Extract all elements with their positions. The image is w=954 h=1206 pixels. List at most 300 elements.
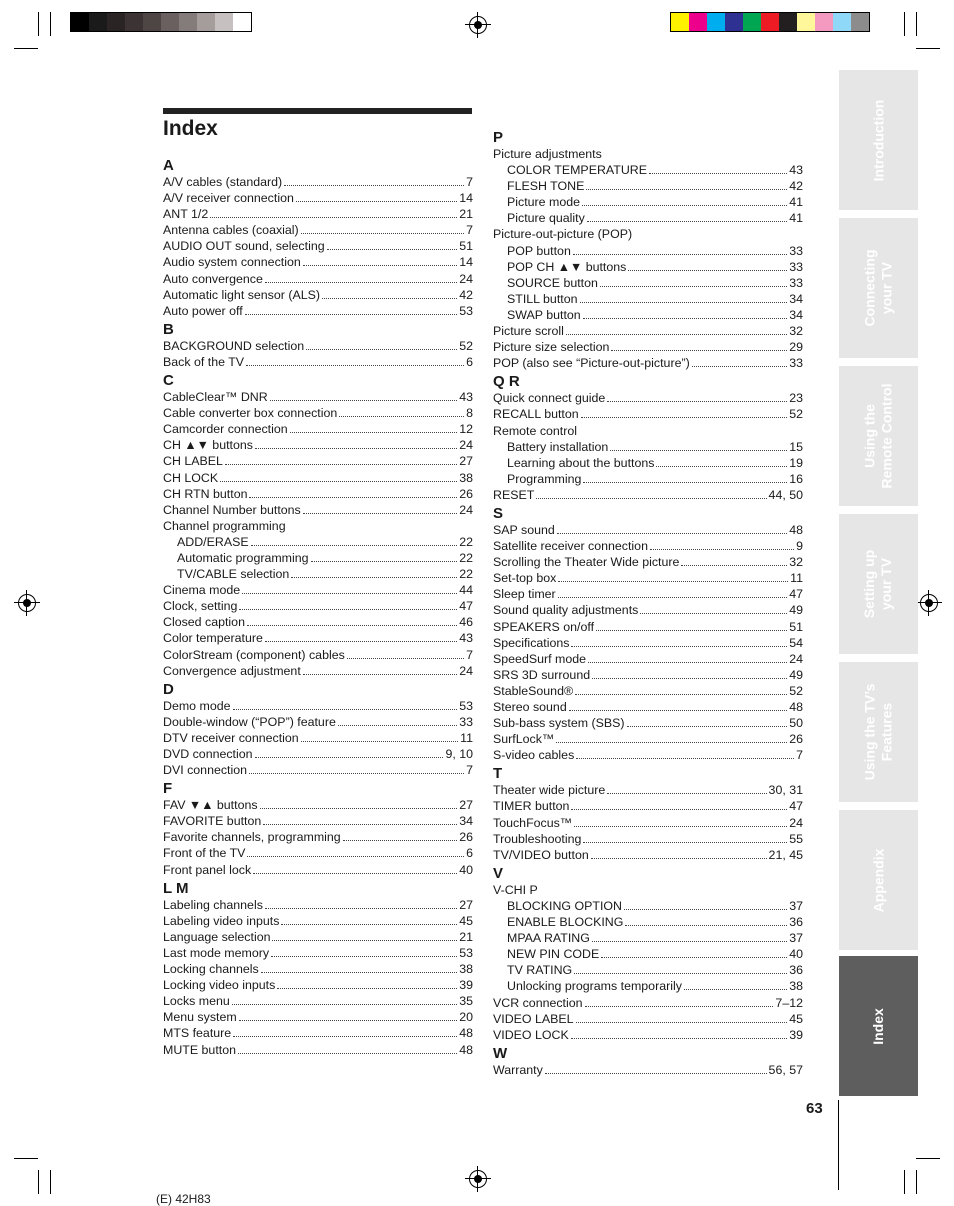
dot-leader <box>585 996 774 1007</box>
index-entry-page: 22 <box>459 534 473 549</box>
index-entry-term: Audio system connection <box>163 255 301 270</box>
index-entry <box>163 630 473 646</box>
section-tab[interactable] <box>839 70 918 210</box>
color-swatch <box>851 13 869 31</box>
dot-leader <box>592 668 787 679</box>
page-title: Index <box>163 117 218 140</box>
index-entry-term: Scrolling the Theater Wide picture <box>493 555 680 570</box>
index-entry <box>163 437 473 453</box>
dot-leader <box>624 899 787 910</box>
index-entry <box>493 882 803 898</box>
index-entry <box>493 275 803 291</box>
dot-leader <box>611 340 787 351</box>
index-entry-page: 52 <box>789 407 803 422</box>
dot-leader <box>628 260 787 271</box>
dot-leader <box>583 308 788 319</box>
dot-leader <box>260 798 458 809</box>
color-swatch <box>689 13 707 31</box>
index-entry-term: TouchFocus™ <box>493 815 573 830</box>
index-entry-term: Specifications <box>493 635 570 650</box>
index-entry-term: TV/CABLE selection <box>177 567 290 582</box>
index-entry-page: 32 <box>789 324 803 339</box>
dot-leader <box>582 195 787 206</box>
section-tab-label: Using the Remote Control <box>861 383 895 489</box>
registration-mark-icon <box>469 1170 487 1188</box>
index-entry <box>493 307 803 323</box>
dot-leader <box>607 783 766 794</box>
index-entry-page: 38 <box>459 470 473 485</box>
index-entry <box>493 291 803 307</box>
index-entry-page: 6 <box>466 354 473 369</box>
dot-leader <box>239 599 457 610</box>
index-entry <box>163 829 473 845</box>
dot-leader <box>592 931 787 942</box>
index-entry <box>163 287 473 303</box>
dot-leader <box>347 648 464 659</box>
section-tab-label: Index <box>869 1007 886 1045</box>
index-entry-term: Picture quality <box>507 211 585 226</box>
index-entry <box>163 862 473 878</box>
index-entry <box>163 945 473 961</box>
index-entry-page: 21 <box>459 929 473 944</box>
index-entry-page: 44 <box>459 583 473 598</box>
index-entry <box>163 1009 473 1025</box>
dot-leader <box>591 848 767 859</box>
crop-mark <box>916 12 917 36</box>
index-entry-page: 46 <box>459 615 473 630</box>
index-column-left <box>163 158 473 1058</box>
crop-mark <box>50 1170 51 1194</box>
index-entry <box>493 651 803 667</box>
index-letter-heading: S <box>493 504 504 522</box>
index-entry-term: Picture adjustments <box>493 147 602 161</box>
dot-leader <box>571 636 787 647</box>
index-entry-page: 33 <box>789 243 803 258</box>
section-tab[interactable] <box>839 956 918 1096</box>
title-rule <box>163 108 472 114</box>
dot-leader <box>583 832 787 843</box>
index-letter-heading: D <box>163 680 174 698</box>
index-entry-term: MUTE button <box>163 1042 236 1057</box>
index-entry-term: A/V receiver connection <box>163 191 294 206</box>
index-entry-term: DVD connection <box>163 747 253 761</box>
index-entry <box>493 259 803 275</box>
index-entry-page: 36 <box>789 963 803 978</box>
index-entry-term: Language selection <box>163 929 271 944</box>
index-entry <box>163 929 473 945</box>
index-entry-page: 30, 31 <box>768 783 803 798</box>
color-swatch <box>179 13 197 31</box>
index-letter-heading: C <box>163 372 174 390</box>
dot-leader <box>249 487 457 498</box>
index-entry <box>163 614 473 630</box>
index-entry-term: AUDIO OUT sound, selecting <box>163 239 325 254</box>
dot-leader <box>253 863 457 874</box>
dot-leader <box>343 830 458 841</box>
index-entry-term: SPEAKERS on/off <box>493 619 595 634</box>
index-entry <box>163 190 473 206</box>
dot-leader <box>281 914 457 925</box>
index-entry-term: ColorStream (component) cables <box>163 647 345 662</box>
dot-leader <box>649 163 787 174</box>
index-entry-term: Camcorder connection <box>163 422 288 437</box>
index-letter-heading: T <box>493 765 503 783</box>
index-entry-term: DVI connection <box>163 763 248 778</box>
dot-leader <box>587 211 787 222</box>
dot-leader <box>607 391 787 402</box>
index-entry-term: Front of the TV <box>163 846 246 861</box>
dot-leader <box>588 652 787 663</box>
dot-leader <box>238 1043 457 1054</box>
index-entry-page: 45 <box>459 913 473 928</box>
index-entry-page: 15 <box>789 439 803 454</box>
dot-leader <box>627 716 788 727</box>
index-entry-term: Labeling channels <box>163 897 263 912</box>
index-entry-page: 9, 10 <box>445 747 473 761</box>
page-number: 63 <box>806 1100 823 1117</box>
index-entry <box>493 815 803 831</box>
registration-mark-icon <box>18 594 36 612</box>
index-letter-heading: A <box>163 157 174 174</box>
color-swatch <box>161 13 179 31</box>
dot-leader <box>576 748 794 759</box>
index-entry-page: 29 <box>789 340 803 355</box>
index-entry <box>493 699 803 715</box>
index-letter-heading: W <box>493 1044 508 1062</box>
index-entry-term: Warranty <box>493 1062 543 1077</box>
crop-mark <box>916 1170 917 1194</box>
index-entry <box>493 522 803 538</box>
index-entry-term: Picture scroll <box>493 324 564 339</box>
index-entry <box>493 487 803 503</box>
dot-leader <box>339 406 464 417</box>
index-entry-page: 14 <box>459 191 473 206</box>
index-entry-page: 40 <box>789 947 803 962</box>
index-entry <box>163 303 473 319</box>
index-entry-term: NEW PIN CODE <box>507 947 600 962</box>
dot-leader <box>255 438 457 449</box>
color-swatch <box>797 13 815 31</box>
dot-leader <box>210 207 457 218</box>
index-entry-page: 11 <box>790 571 803 586</box>
dot-leader <box>571 1028 787 1039</box>
dot-leader <box>233 699 458 710</box>
dot-leader <box>291 567 457 578</box>
index-entry-page: 7 <box>466 763 473 778</box>
index-entry-term: Unlocking programs temporarily <box>507 979 682 994</box>
index-entry-term: TV RATING <box>507 963 573 978</box>
dot-leader <box>242 583 457 594</box>
section-tab[interactable] <box>839 514 918 654</box>
index-entry <box>493 570 803 586</box>
color-swatch <box>815 13 833 31</box>
dot-leader <box>303 503 457 514</box>
color-swatch <box>725 13 743 31</box>
index-entry-page: 24 <box>459 438 473 453</box>
dot-leader <box>576 1012 788 1023</box>
index-entry-term: Front panel lock <box>163 862 252 877</box>
section-tab[interactable] <box>839 366 918 506</box>
index-entry-term: VIDEO LABEL <box>493 1011 574 1026</box>
index-entry-term: Demo mode <box>163 698 231 713</box>
index-entry <box>493 178 803 194</box>
index-entry-page: 38 <box>789 979 803 994</box>
index-entry-page: 53 <box>459 945 473 960</box>
index-entry-page: 27 <box>459 454 473 469</box>
index-entry <box>163 389 473 405</box>
dot-leader <box>573 244 787 255</box>
index-entry <box>163 222 473 238</box>
index-entry-term: Sleep timer <box>493 587 556 602</box>
registration-mark-icon <box>469 16 487 34</box>
dot-leader <box>284 175 464 186</box>
dot-leader <box>610 440 787 451</box>
index-entry <box>163 271 473 287</box>
index-entry-page: 41 <box>789 211 803 226</box>
index-entry <box>163 1042 473 1058</box>
color-calibration-bar <box>670 12 870 32</box>
index-entry-page: 51 <box>789 619 803 634</box>
section-tab[interactable] <box>839 218 918 358</box>
color-swatch <box>761 13 779 31</box>
index-entry-page: 8 <box>466 406 473 421</box>
index-entry-term: SAP sound <box>493 522 555 537</box>
index-entry-page: 36 <box>789 915 803 930</box>
dot-leader <box>247 846 464 857</box>
section-tab-label: Appendix <box>870 848 886 912</box>
index-entry-page: 26 <box>459 486 473 501</box>
dot-leader <box>301 731 458 742</box>
index-entry-term: Quick connect guide <box>493 391 606 406</box>
index-entry-page: 7–12 <box>775 995 803 1010</box>
index-entry-term: Locking channels <box>163 962 259 977</box>
index-entry <box>493 731 803 747</box>
index-letter-heading: P <box>493 129 504 146</box>
dot-leader <box>265 631 457 642</box>
section-tab[interactable] <box>839 662 918 802</box>
dot-leader <box>574 816 787 827</box>
index-entry-page: 9 <box>796 539 803 554</box>
index-entry-term: Learning about the buttons <box>507 455 655 470</box>
index-entry <box>163 582 473 598</box>
index-entry-page: 49 <box>789 667 803 682</box>
dot-leader <box>251 535 458 546</box>
index-entry-page: 41 <box>789 195 803 210</box>
index-entry <box>493 323 803 339</box>
index-entry-page: 7 <box>466 647 473 662</box>
dot-leader <box>634 228 801 238</box>
crop-mark <box>14 1158 38 1159</box>
index-entry <box>493 146 803 162</box>
dot-leader <box>684 979 787 990</box>
dot-leader <box>536 488 766 499</box>
index-entry <box>163 502 473 518</box>
index-entry <box>163 647 473 663</box>
index-entry-page: 39 <box>459 978 473 993</box>
index-entry <box>163 566 473 582</box>
index-entry-term: RESET <box>493 487 535 502</box>
index-entry <box>493 747 803 763</box>
index-letter-heading: F <box>163 780 173 798</box>
index-entry-page: 23 <box>789 391 803 406</box>
dot-leader <box>290 422 458 433</box>
index-entry-page: 39 <box>789 1027 803 1042</box>
dot-leader <box>249 763 464 774</box>
index-entry <box>493 667 803 683</box>
section-tab-label: Setting up your TV <box>861 549 895 619</box>
index-entry-term: Favorite channels, programming <box>163 830 341 845</box>
color-swatch <box>143 13 161 31</box>
dot-leader <box>296 191 457 202</box>
index-entry-term: Auto convergence <box>163 271 263 286</box>
index-entry <box>493 782 803 798</box>
color-swatch <box>107 13 125 31</box>
index-entry <box>493 962 803 978</box>
dot-leader <box>650 539 794 550</box>
dot-leader <box>640 603 787 614</box>
dot-leader <box>261 962 457 973</box>
index-entry-page: 22 <box>459 550 473 565</box>
index-entry <box>493 194 803 210</box>
index-entry-term: MTS feature <box>163 1026 232 1041</box>
index-entry-page: 11 <box>460 730 473 745</box>
index-entry-term: ENABLE BLOCKING <box>507 915 624 930</box>
index-entry-page: 34 <box>789 307 803 322</box>
index-entry-term: Back of the TV <box>163 354 245 369</box>
index-entry <box>493 226 803 242</box>
index-entry <box>493 471 803 487</box>
dot-leader <box>566 324 787 335</box>
index-entry-term: SurfLock™ <box>493 732 555 747</box>
index-entry <box>493 162 803 178</box>
index-entry-term: SpeedSurf mode <box>493 651 586 666</box>
index-entry-page: 24 <box>789 651 803 666</box>
index-entry-page: 22 <box>459 567 473 582</box>
index-entry <box>493 715 803 731</box>
index-entry-term: SRS 3D surround <box>493 667 591 682</box>
index-entry <box>493 914 803 930</box>
index-entry-term: Channel programming <box>163 518 286 533</box>
index-entry <box>163 961 473 977</box>
index-entry-page: 34 <box>459 814 473 829</box>
index-entry <box>163 913 473 929</box>
index-entry-page: 42 <box>459 287 473 302</box>
index-entry-page: 55 <box>789 831 803 846</box>
index-entry-term: STILL button <box>507 291 578 306</box>
section-tab-label: Introduction <box>870 99 886 181</box>
color-swatch <box>833 13 851 31</box>
dot-leader <box>233 1026 457 1037</box>
index-entry-page: 48 <box>459 1026 473 1041</box>
index-entry-page: 20 <box>459 1010 473 1025</box>
index-entry <box>163 453 473 469</box>
color-swatch <box>779 13 797 31</box>
index-entry <box>493 455 803 471</box>
index-entry <box>163 845 473 861</box>
dot-leader <box>272 930 457 941</box>
index-entry-term: Clock, setting <box>163 599 238 614</box>
index-entry-term: Sub-bass system (SBS) <box>493 716 625 731</box>
dot-leader <box>545 1063 767 1074</box>
index-entry-page: 16 <box>789 471 803 486</box>
section-tab-label: Connecting your TV <box>861 249 895 327</box>
index-entry-term: Satellite receiver connection <box>493 539 648 554</box>
index-entry <box>493 439 803 455</box>
dot-leader <box>580 292 788 303</box>
dot-leader <box>625 915 787 926</box>
section-tab[interactable] <box>839 810 918 950</box>
index-entry-term: SWAP button <box>507 307 581 322</box>
index-entry-term: CH ▲▼ buttons <box>163 438 253 453</box>
index-entry-page: 24 <box>789 815 803 830</box>
index-entry-page: 44, 50 <box>768 487 803 502</box>
index-entry <box>163 598 473 614</box>
index-entry <box>493 586 803 602</box>
index-entry-term: SOURCE button <box>507 275 598 290</box>
index-entry <box>163 550 473 566</box>
dot-leader <box>265 898 457 909</box>
index-entry <box>163 993 473 1009</box>
index-entry-term: Closed caption <box>163 615 245 630</box>
index-entry-term: Remote control <box>493 423 578 438</box>
crop-mark <box>38 1170 39 1194</box>
index-entry-term: Channel Number buttons <box>163 502 301 517</box>
index-letter-heading: V <box>493 864 504 882</box>
index-entry <box>163 518 473 534</box>
index-entry-term: RECALL button <box>493 407 579 422</box>
dot-leader <box>232 994 457 1005</box>
index-entry-page: 21, 45 <box>768 847 803 862</box>
index-entry-page: 49 <box>789 603 803 618</box>
grayscale-calibration-bar <box>70 12 252 32</box>
dot-leader <box>271 946 457 957</box>
index-entry-term: VIDEO LOCK <box>493 1027 569 1042</box>
color-swatch <box>89 13 107 31</box>
index-entry <box>493 355 803 371</box>
index-entry-page: 32 <box>789 555 803 570</box>
index-entry <box>163 797 473 813</box>
index-entry <box>493 423 803 439</box>
index-entry <box>493 406 803 422</box>
index-entry-term: Sound quality adjustments <box>493 603 639 618</box>
dot-leader <box>558 587 788 598</box>
index-entry-page: 54 <box>789 635 803 650</box>
index-entry-term: Double-window (“POP”) feature <box>163 714 336 729</box>
dot-leader <box>311 551 458 562</box>
index-entry-page: 37 <box>789 898 803 913</box>
index-entry-page: 7 <box>796 748 803 763</box>
crop-mark <box>14 48 38 49</box>
dot-leader <box>601 947 787 958</box>
dot-leader <box>681 555 787 566</box>
index-entry-term: Locks menu <box>163 994 230 1009</box>
index-entry-term: A/V cables (standard) <box>163 175 283 189</box>
index-entry-term: Cinema mode <box>163 583 241 598</box>
index-entry <box>493 930 803 946</box>
dot-leader <box>327 239 458 250</box>
index-entry-term: Picture-out-picture (POP) <box>493 227 633 242</box>
index-entry-page: 48 <box>789 700 803 714</box>
index-entry <box>163 174 473 190</box>
dot-leader <box>569 700 787 711</box>
index-entry-page: 24 <box>459 271 473 286</box>
index-entry-term: CH LOCK <box>163 470 219 485</box>
index-entry-term: S-video cables <box>493 748 575 763</box>
index-entry <box>493 1011 803 1027</box>
index-entry-page: 51 <box>459 239 473 254</box>
index-entry-term: DTV receiver connection <box>163 730 299 745</box>
index-entry-term: Auto power off <box>163 303 243 318</box>
